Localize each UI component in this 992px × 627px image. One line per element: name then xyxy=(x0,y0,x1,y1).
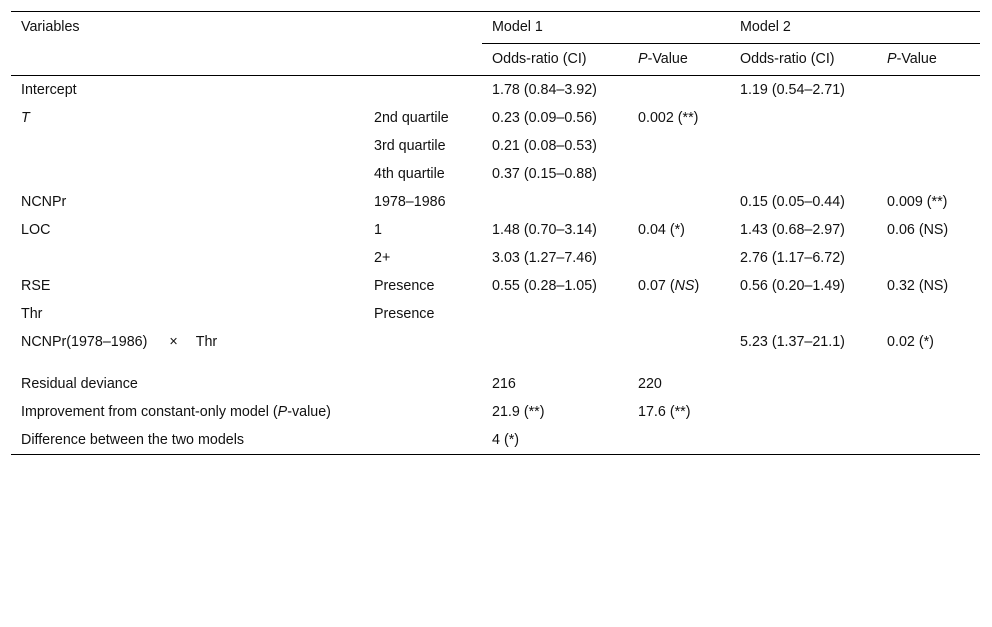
regression-table xyxy=(11,11,980,455)
table-row-rse: RSE Presence 0.55 (0.28–1.05) 0.07 (NS) 0.56 (0.20–1.49) 0.32 (NS) xyxy=(21,278,949,294)
table-row-t-q3: 3rd quartile 0.21 (0.08–0.53) xyxy=(374,138,597,154)
table-row-thr: Thr Presence xyxy=(21,306,435,322)
table-row-t-q2: T 2nd quartile 0.23 (0.09–0.56) 0.002 (**) xyxy=(21,110,699,126)
table-row-residual: Residual deviance 216 220 xyxy=(21,376,662,392)
header-m2-odds-ratio: Odds-ratio (CI) xyxy=(740,51,835,67)
header-m1-pvalue: P-Value xyxy=(638,51,688,67)
table-row-t-q4: 4th quartile 0.37 (0.15–0.88) xyxy=(374,166,597,182)
table-row-interaction: NCNPr(1978–1986) × Thr 5.23 (1.37–21.1) 0.02 (*) xyxy=(21,334,934,350)
header-model2: Model 2 xyxy=(730,12,980,44)
table-row-loc-2: 2+ 3.03 (1.27–7.46) 2.76 (1.17–6.72) xyxy=(374,250,845,266)
header-model1: Model 1 xyxy=(482,12,730,44)
header-m1-odds-ratio: Odds-ratio (CI) xyxy=(492,51,587,67)
header-row-1 xyxy=(11,12,980,44)
header-row-2 xyxy=(11,44,980,76)
header-variables: Variables xyxy=(21,19,80,35)
table-row-difference: Difference between the two models 4 (*) xyxy=(11,426,980,455)
table-row-intercept: Intercept 1.78 (0.84–3.92) 1.19 (0.54–2.71) xyxy=(21,82,845,98)
header-m2-pvalue: P-Value xyxy=(887,51,937,67)
table-row-loc-1: LOC 1 1.48 (0.70–3.14) 0.04 (*) 1.43 (0.68–2.97) 0.06 (NS) xyxy=(21,222,949,238)
table-row-ncnpr: NCNPr 1978–1986 0.15 (0.05–0.44) 0.009 (**) xyxy=(21,194,948,210)
table-row-improvement: Improvement from constant-only model (P-value) 21.9 (**) 17.6 (**) xyxy=(21,404,691,420)
